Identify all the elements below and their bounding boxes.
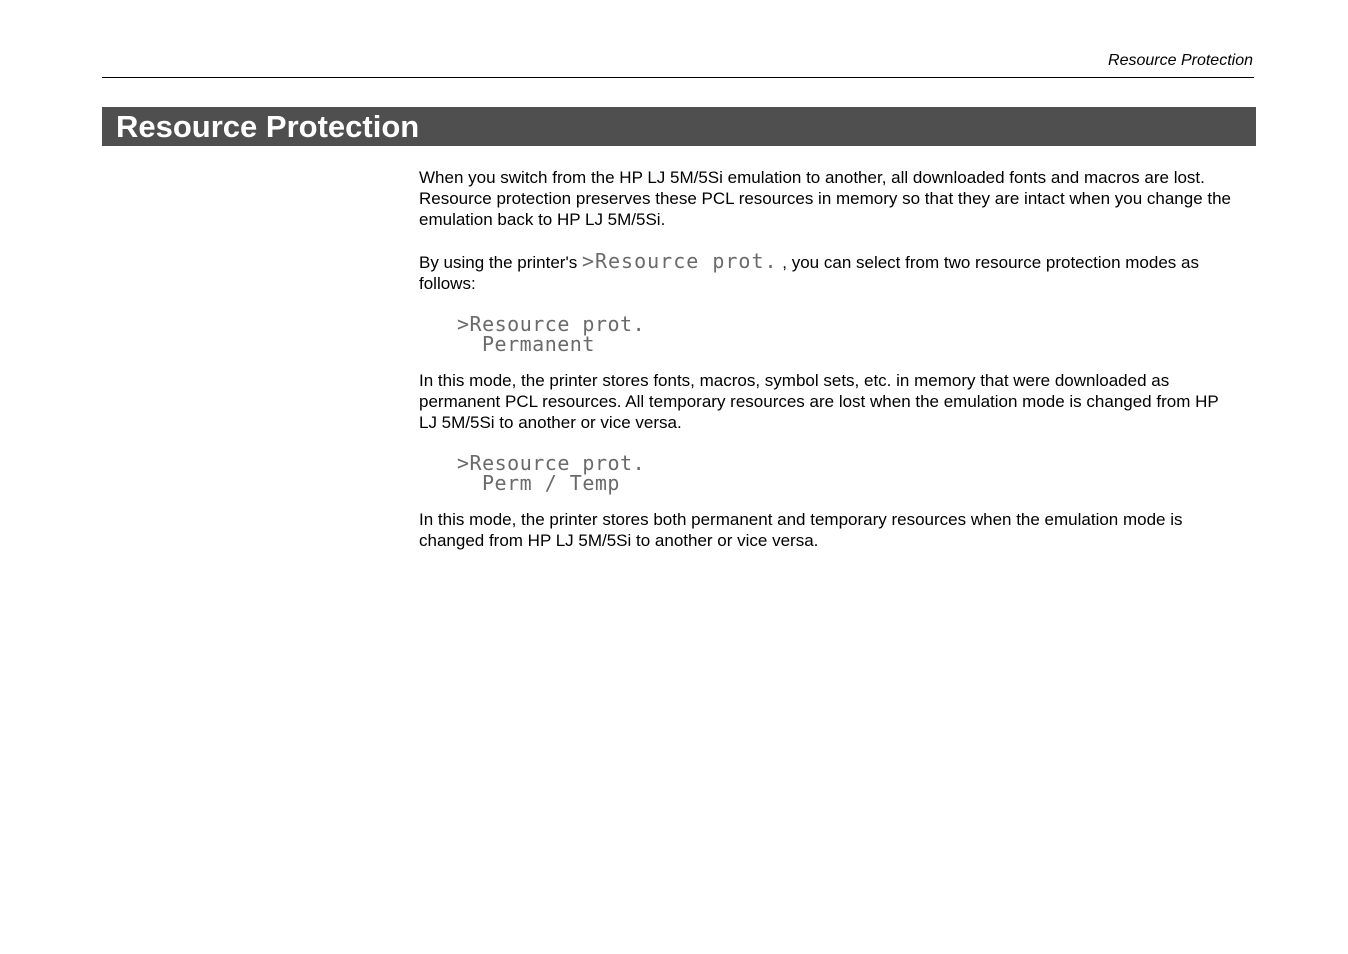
permanent-mode-description: In this mode, the printer stores fonts, macros, symbol sets, etc. in memory that were downloaded as permanent PCL resources. All temporary resources are lost when the emulation mode is changed from HP LJ 5M/5Si to another or vice versa. xyxy=(419,371,1219,432)
header-rule xyxy=(102,77,1254,78)
lcd-line2: Permanent xyxy=(482,332,595,356)
body-content xyxy=(419,167,1241,551)
menu-item-inline: >Resource prot. xyxy=(581,249,778,273)
running-header: Resource Protection xyxy=(1108,52,1253,69)
menu-usage-paragraph xyxy=(419,251,1241,294)
perm-temp-mode-description: In this mode, the printer stores both permanent and temporary resources when the emulation mode is changed from HP LJ 5M/5Si to another or vice versa. xyxy=(419,510,1183,550)
menu-usage-text-after: , you can select from two resource protection modes as follows: xyxy=(419,253,1199,293)
menu-usage-text-before: By using the printer's xyxy=(419,253,582,272)
lcd-line2: Perm / Temp xyxy=(482,471,620,495)
lcd-line1: >Resource prot. xyxy=(457,312,646,336)
lcd-display-perm-temp xyxy=(457,453,1241,493)
intro-paragraph: When you switch from the HP LJ 5M/5Si emulation to another, all downloaded fonts and macros are lost. Resource protection preserves these PCL resources in memory so that they are intact when you change the emulation back to HP LJ 5M/5Si. xyxy=(419,168,1232,229)
section-title-bar xyxy=(102,107,1256,146)
section-title: Resource Protection xyxy=(116,109,420,144)
lcd-display-permanent xyxy=(457,314,1241,354)
lcd-line1: >Resource prot. xyxy=(457,451,646,475)
